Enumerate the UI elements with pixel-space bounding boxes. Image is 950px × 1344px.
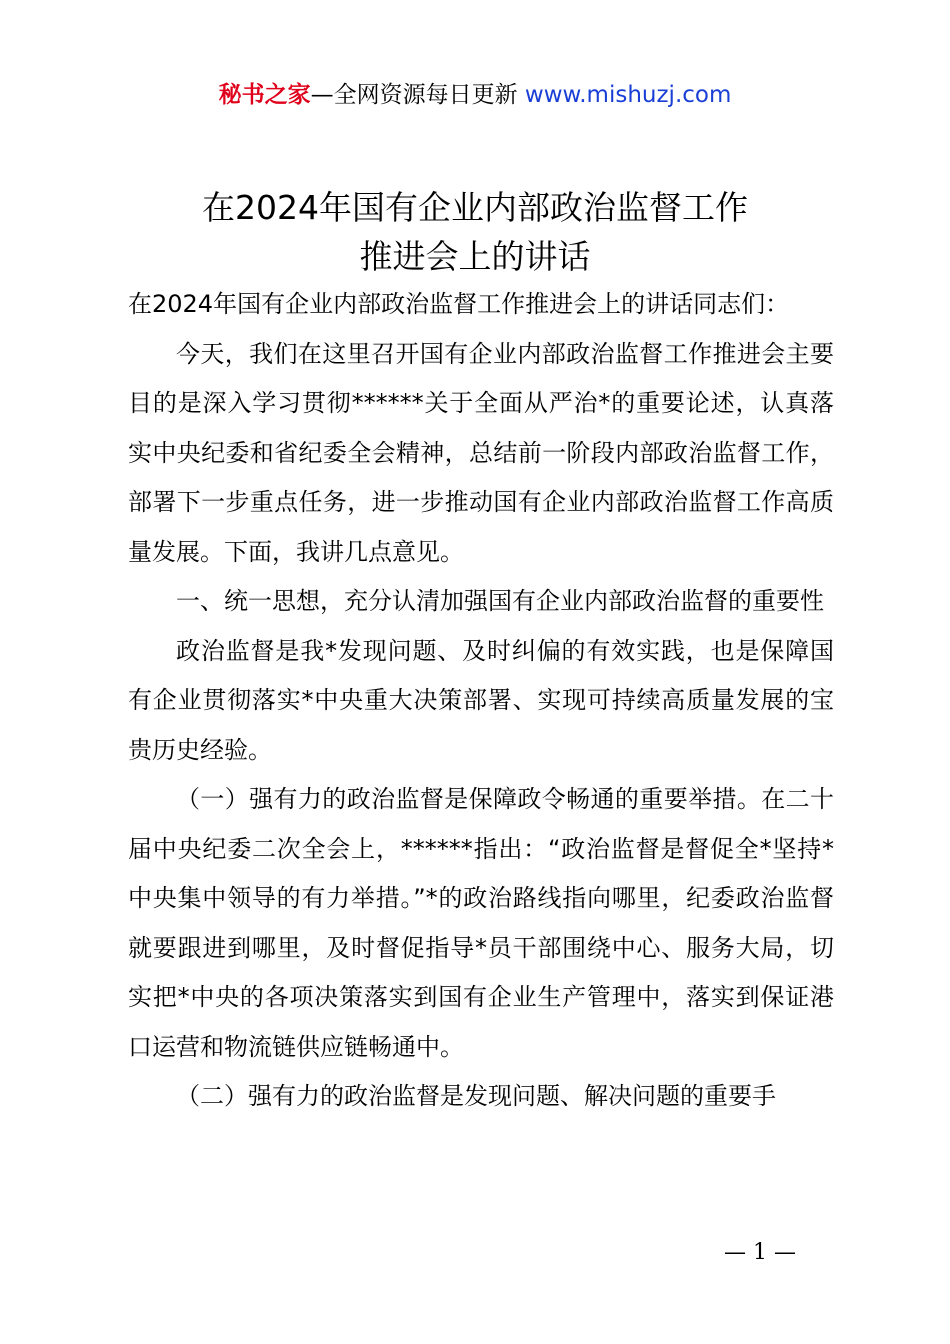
document-title	[0, 183, 950, 281]
page-number: — 1 —	[724, 1240, 796, 1265]
title-line-1: 在2024年国有企业内部政治监督工作	[202, 188, 748, 227]
paragraph-section-1: 政治监督是我*发现问题、及时纠偏的有效实践，也是保障国有企业贯彻落实*中央重大决策部署、实现可持续高质量发展的宝贵历史经验。	[128, 636, 834, 764]
paragraph-subsection-2: （二）强有力的政治监督是发现问题、解决问题的重要手	[176, 1082, 776, 1110]
brand-name: 秘书之家	[218, 82, 311, 108]
site-header	[0, 78, 950, 112]
paragraph-subsection-1: （一）强有力的政治监督是保障政令畅通的重要举措。在二十届中央纪委二次全会上，******指出：“政治监督是督促全*坚持*中央集中领导的有力举措。”*的政治路线指向哪里，纪委政治监督就要跟进到哪里，及时督促指导*员干部围绕中心、服务大局，切实把*中央的各项决策落实到国有企业生产管理中，落实到保证港口运营和物流链供应链畅通中。	[128, 785, 834, 1061]
title-line-2: 推进会上的讲话	[359, 237, 591, 276]
header-tagline: —全网资源每日更新	[310, 82, 518, 108]
site-url-link[interactable]: www.mishuzj.com	[524, 82, 732, 108]
section-heading-1: 一、统一思想，充分认清加强国有企业内部政治监督的重要性	[176, 587, 824, 615]
paragraph-salutation: 在2024年国有企业内部政治监督工作推进会上的讲话同志们：	[128, 290, 790, 318]
document-body	[128, 280, 834, 1122]
paragraph-intro: 今天，我们在这里召开国有企业内部政治监督工作推进会主要目的是深入学习贯彻******关于全面从严治*的重要论述，认真落实中央纪委和省纪委全会精神，总结前一阶段内部政治监督工作，部署下一步重点任务，进一步推动国有企业内部政治监督工作高质量发展。下面，我讲几点意见。	[128, 339, 834, 566]
